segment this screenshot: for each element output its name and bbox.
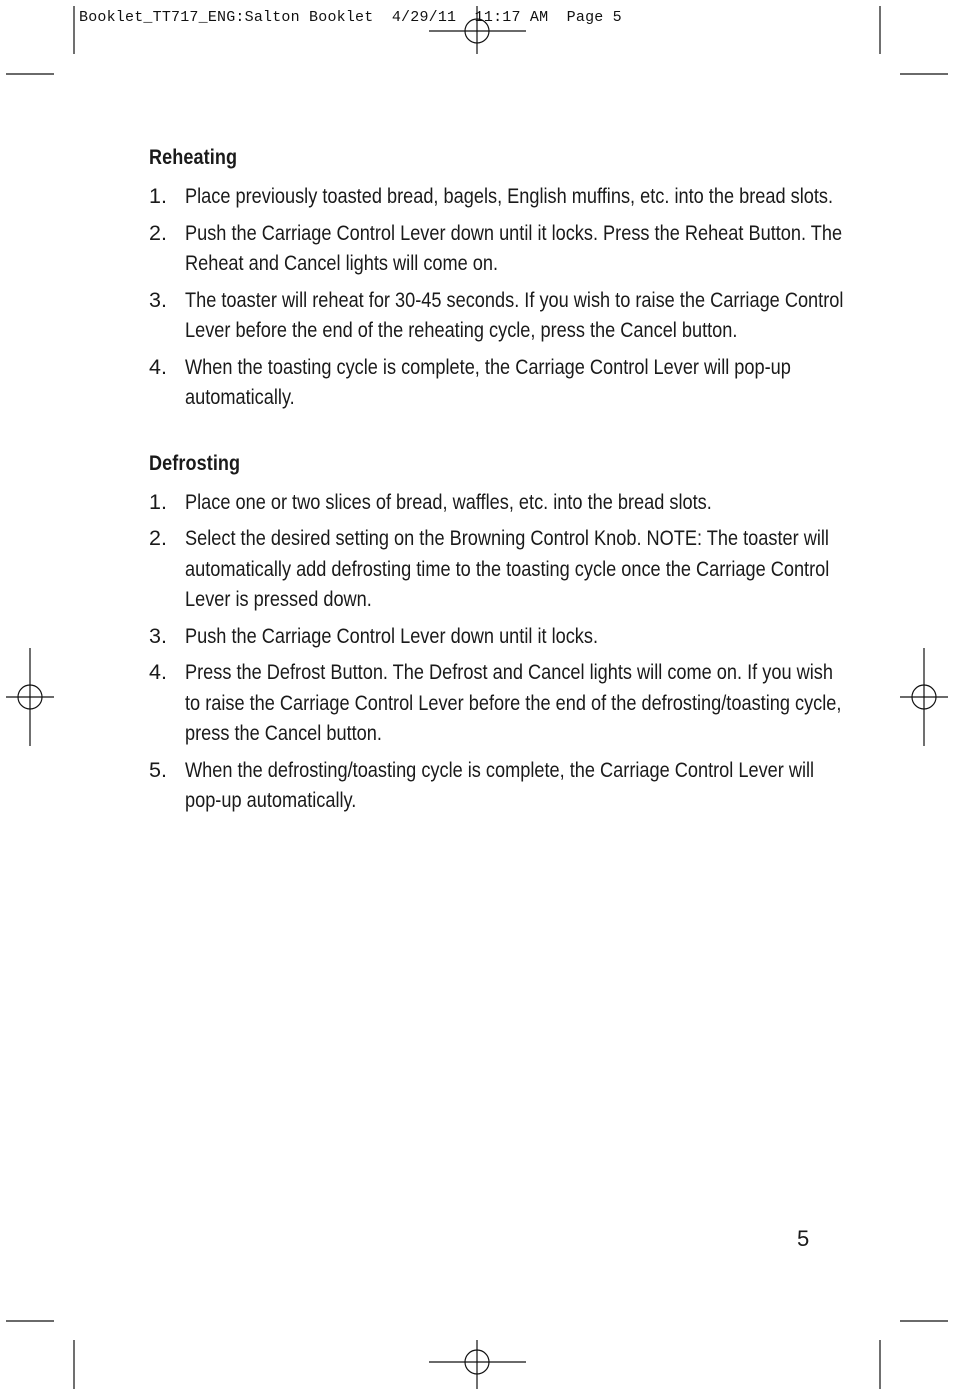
step-number: 3. <box>149 287 167 312</box>
list-item <box>149 218 843 279</box>
step-number: 4. <box>149 354 167 379</box>
section-heading-defrosting: Defrosting <box>149 451 241 475</box>
step-number: 2. <box>149 220 167 245</box>
registration-mark-right <box>900 648 948 746</box>
reheating-section <box>149 143 844 413</box>
step-text: When the toasting cycle is complete, the Carriage Control Lever will pop-up automatically. <box>185 354 791 409</box>
step-text: When the defrosting/toasting cycle is complete, the Carriage Control Lever will pop-up automatically. <box>185 757 815 812</box>
list-item <box>149 523 830 615</box>
step-text: Place one or two slices of bread, waffles, etc. into the bread slots. <box>185 489 712 514</box>
step-number: 2. <box>149 526 167 550</box>
list-item <box>149 657 842 749</box>
list-item <box>149 621 819 652</box>
step-text: Press the Defrost Button. The Defrost and Cancel lights will come on. If you wish to raise the Carriage Control Lever before the end of the defrosting/toasting cycle, press the Cancel button. <box>185 660 842 745</box>
print-slug-line: Booklet_TT717_ENG:Salton Booklet 4/29/11 11:17 AM Page 5 <box>79 9 622 26</box>
registration-mark-bottom <box>429 1340 526 1389</box>
page-content <box>149 143 844 822</box>
step-text: Place previously toasted bread, bagels, English muffins, etc. into the bread slots. <box>185 184 834 208</box>
defrosting-section <box>149 449 842 816</box>
registration-mark-left <box>6 648 54 746</box>
step-text: Push the Carriage Control Lever down until it locks. Press the Reheat Button. The Reheat and Cancel lights will come on. <box>185 220 843 275</box>
step-text: Push the Carriage Control Lever down until it locks. <box>185 623 599 648</box>
list-item <box>149 352 819 413</box>
step-number: 1. <box>149 184 167 208</box>
step-number: 4. <box>149 660 167 684</box>
page-number: 5 <box>797 1226 810 1251</box>
step-number: 3. <box>149 623 167 648</box>
section-heading-reheating: Reheating <box>149 146 238 169</box>
defrosting-steps <box>149 487 842 816</box>
step-number: 1. <box>149 489 167 514</box>
list-item <box>149 755 819 816</box>
list-item <box>149 487 819 518</box>
step-text: Select the desired setting on the Browning Control Knob. NOTE: The toaster will automatically add defrosting time to the toasting cycle once the Carriage Control Lever is pressed down. <box>185 526 830 611</box>
reheating-steps <box>149 181 844 413</box>
step-number: 5. <box>149 757 167 782</box>
step-text: The toaster will reheat for 30-45 seconds. If you wish to raise the Carriage Control Lever before the end of the reheating cycle, press the Cancel button. <box>185 287 844 342</box>
list-item <box>149 285 844 346</box>
list-item <box>149 181 834 212</box>
